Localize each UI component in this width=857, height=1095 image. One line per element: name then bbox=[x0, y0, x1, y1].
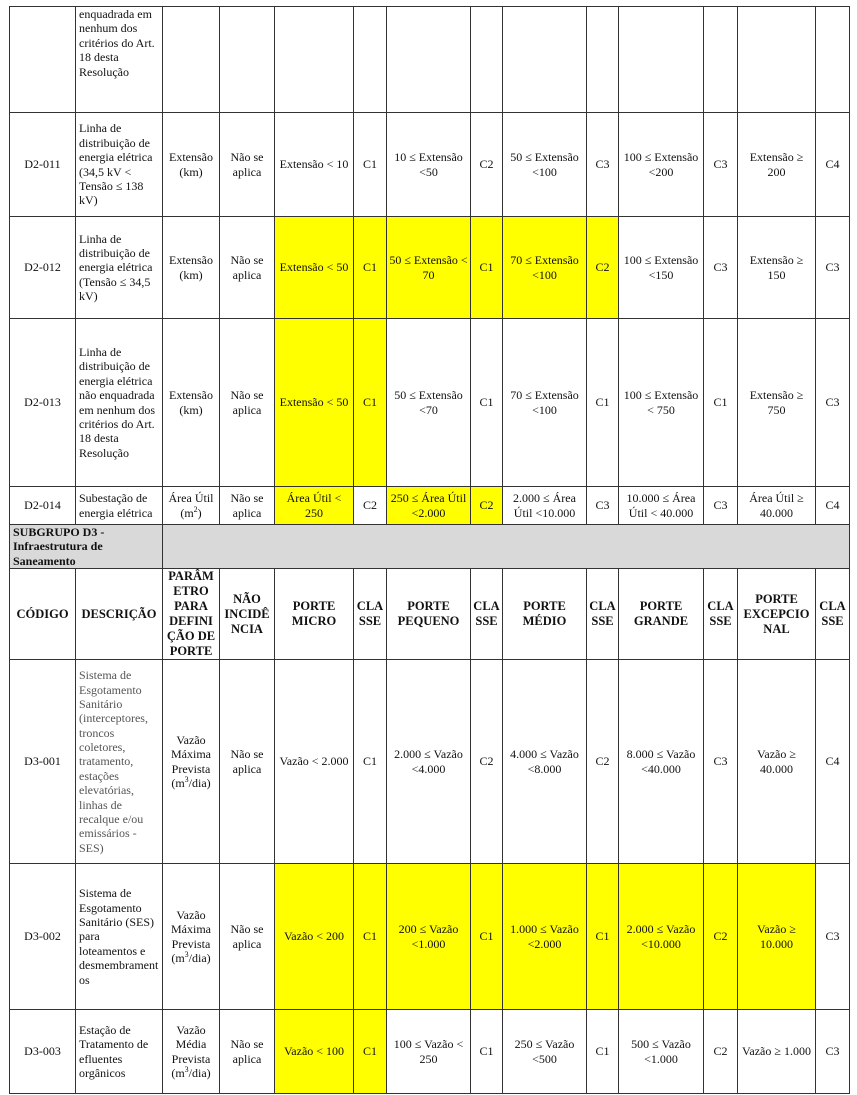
large-cell: 500 ≤ Vazão <1.000 bbox=[619, 1010, 704, 1094]
unit-superscript: 2 bbox=[193, 504, 198, 514]
unit-superscript: 3 bbox=[184, 1065, 189, 1075]
class-cell: C2 bbox=[354, 487, 387, 525]
header-class: CLASSE bbox=[704, 569, 738, 660]
class-cell bbox=[354, 7, 387, 113]
large-cell: 8.000 ≤ Vazão <40.000 bbox=[619, 660, 704, 864]
table-row bbox=[10, 660, 850, 864]
class-cell: C4 bbox=[816, 113, 850, 217]
small-cell: 2.000 ≤ Vazão <4.000 bbox=[387, 660, 471, 864]
description-cell: Linha de distribuição de energia elétrica não enquadrada em nenhum dos critérios do Art. 18 desta Resolução bbox=[76, 319, 163, 487]
subgroup-row bbox=[10, 525, 850, 569]
class-cell: C3 bbox=[587, 487, 619, 525]
class-cell: C1 bbox=[354, 113, 387, 217]
code-cell: D2-013 bbox=[10, 319, 76, 487]
header-exceptional: PORTE EXCEPCIONAL bbox=[738, 569, 816, 660]
header-micro: PORTE MICRO bbox=[275, 569, 354, 660]
class-cell: C1 bbox=[471, 864, 503, 1010]
class-cell: C3 bbox=[704, 487, 738, 525]
parameter-cell bbox=[163, 7, 220, 113]
description-cell: Subestação de energia elétrica bbox=[76, 487, 163, 525]
exceptional-cell bbox=[738, 7, 816, 113]
class-cell: C3 bbox=[816, 1010, 850, 1094]
medium-cell: 250 ≤ Vazão <500 bbox=[503, 1010, 587, 1094]
table-row bbox=[10, 217, 850, 319]
non-incidence-cell: Não se aplica bbox=[220, 487, 275, 525]
class-cell: C2 bbox=[587, 660, 619, 864]
class-cell: C2 bbox=[704, 864, 738, 1010]
class-cell: C1 bbox=[587, 864, 619, 1010]
code-cell: D2-014 bbox=[10, 487, 76, 525]
parameter-cell bbox=[163, 1010, 220, 1094]
class-cell bbox=[704, 7, 738, 113]
parameter-text: Vazão Média Prevista (m bbox=[171, 1022, 211, 1081]
large-cell: 10.000 ≤ Área Útil < 40.000 bbox=[619, 487, 704, 525]
parameter-cell: Extensão (km) bbox=[163, 319, 220, 487]
class-cell bbox=[816, 7, 850, 113]
class-cell: C1 bbox=[354, 217, 387, 319]
class-cell: C1 bbox=[354, 1010, 387, 1094]
code-cell: D3-003 bbox=[10, 1010, 76, 1094]
class-cell: C2 bbox=[471, 113, 503, 217]
class-cell: C1 bbox=[471, 217, 503, 319]
small-cell: 10 ≤ Extensão <50 bbox=[387, 113, 471, 217]
exceptional-cell: Extensão ≥ 200 bbox=[738, 113, 816, 217]
parameter-cell: Extensão (km) bbox=[163, 113, 220, 217]
header-small: PORTE PEQUENO bbox=[387, 569, 471, 660]
small-cell: 250 ≤ Área Útil <2.000 bbox=[387, 487, 471, 525]
micro-cell: Vazão < 100 bbox=[275, 1010, 354, 1094]
large-cell: 100 ≤ Extensão <200 bbox=[619, 113, 704, 217]
class-cell: C1 bbox=[354, 864, 387, 1010]
medium-cell: 50 ≤ Extensão <100 bbox=[503, 113, 587, 217]
non-incidence-cell: Não se aplica bbox=[220, 660, 275, 864]
class-cell bbox=[471, 7, 503, 113]
header-code: CÓDIGO bbox=[10, 569, 76, 660]
exceptional-cell: Vazão ≥ 40.000 bbox=[738, 660, 816, 864]
header-class: CLASSE bbox=[471, 569, 503, 660]
header-class: CLASSE bbox=[354, 569, 387, 660]
subgroup-fill bbox=[163, 525, 850, 569]
medium-cell bbox=[503, 7, 587, 113]
table-row bbox=[10, 1010, 850, 1094]
code-cell bbox=[10, 7, 76, 113]
header-large: PORTE GRANDE bbox=[619, 569, 704, 660]
header-medium: PORTE MÉDIO bbox=[503, 569, 587, 660]
micro-cell: Extensão < 50 bbox=[275, 319, 354, 487]
code-cell: D3-001 bbox=[10, 660, 76, 864]
micro-cell: Extensão < 50 bbox=[275, 217, 354, 319]
class-cell: C3 bbox=[816, 319, 850, 487]
class-cell: C3 bbox=[816, 217, 850, 319]
header-class: CLASSE bbox=[816, 569, 850, 660]
class-cell: C1 bbox=[471, 319, 503, 487]
description-cell: Estação de Tratamento de efluentes orgânicos bbox=[76, 1010, 163, 1094]
parameter-cell bbox=[163, 487, 220, 525]
class-cell: C3 bbox=[704, 113, 738, 217]
class-cell: C1 bbox=[587, 1010, 619, 1094]
micro-cell: Área Útil < 250 bbox=[275, 487, 354, 525]
code-cell: D2-012 bbox=[10, 217, 76, 319]
table-row bbox=[10, 487, 850, 525]
small-cell: 50 ≤ Extensão < 70 bbox=[387, 217, 471, 319]
large-cell: 100 ≤ Extensão <150 bbox=[619, 217, 704, 319]
large-cell: 100 ≤ Extensão < 750 bbox=[619, 319, 704, 487]
medium-cell: 4.000 ≤ Vazão <8.000 bbox=[503, 660, 587, 864]
class-cell: C1 bbox=[471, 1010, 503, 1094]
parameter-cell bbox=[163, 660, 220, 864]
parameter-cell: Extensão (km) bbox=[163, 217, 220, 319]
non-incidence-cell: Não se aplica bbox=[220, 864, 275, 1010]
exceptional-cell: Vazão ≥ 10.000 bbox=[738, 864, 816, 1010]
medium-cell: 70 ≤ Extensão <100 bbox=[503, 217, 587, 319]
class-cell: C2 bbox=[704, 1010, 738, 1094]
exceptional-cell: Extensão ≥ 750 bbox=[738, 319, 816, 487]
class-cell: C2 bbox=[471, 660, 503, 864]
code-cell: D3-002 bbox=[10, 864, 76, 1010]
micro-cell bbox=[275, 7, 354, 113]
classification-table bbox=[9, 6, 850, 1094]
non-incidence-cell: Não se aplica bbox=[220, 319, 275, 487]
header-description: DESCRIÇÃO bbox=[76, 569, 163, 660]
header-row bbox=[10, 569, 850, 660]
header-class: CLASSE bbox=[587, 569, 619, 660]
description-cell: Linha de distribuição de energia elétrica (34,5 kV < Tensão ≤ 138 kV) bbox=[76, 113, 163, 217]
description-cell: Sistema de Esgotamento Sanitário (SES) para loteamentos e desmembramentos bbox=[76, 864, 163, 1010]
class-cell bbox=[587, 7, 619, 113]
parameter-text-tail: /dia) bbox=[188, 776, 211, 791]
description-cell: Linha de distribuição de energia elétrica (Tensão ≤ 34,5 kV) bbox=[76, 217, 163, 319]
class-cell: C4 bbox=[816, 660, 850, 864]
non-incidence-cell bbox=[220, 7, 275, 113]
unit-superscript: 3 bbox=[184, 950, 189, 960]
description-cell: Sistema de Esgotamento Sanitário (interceptores, troncos coletores, tratamento, estações elevatórias, linhas de recalque e/ou emissários - SES) bbox=[76, 660, 163, 864]
table-row bbox=[10, 7, 850, 113]
table-row bbox=[10, 319, 850, 487]
table-row bbox=[10, 113, 850, 217]
large-cell bbox=[619, 7, 704, 113]
parameter-text: Vazão Máxima Prevista (m bbox=[171, 732, 211, 791]
exceptional-cell: Área Útil ≥ 40.000 bbox=[738, 487, 816, 525]
subgroup-title: SUBGRUPO D3 - Infraestrutura de Saneamento bbox=[10, 525, 163, 569]
large-cell: 2.000 ≤ Vazão <10.000 bbox=[619, 864, 704, 1010]
parameter-text: Vazão Máxima Prevista (m bbox=[171, 907, 211, 966]
exceptional-cell: Extensão ≥ 150 bbox=[738, 217, 816, 319]
medium-cell: 1.000 ≤ Vazão <2.000 bbox=[503, 864, 587, 1010]
table-row bbox=[10, 864, 850, 1010]
parameter-cell bbox=[163, 864, 220, 1010]
parameter-text-tail: /dia) bbox=[188, 1066, 211, 1081]
small-cell: 50 ≤ Extensão <70 bbox=[387, 319, 471, 487]
medium-cell: 2.000 ≤ Área Útil <10.000 bbox=[503, 487, 587, 525]
class-cell: C1 bbox=[354, 660, 387, 864]
micro-cell: Vazão < 2.000 bbox=[275, 660, 354, 864]
parameter-text: Área Útil (m bbox=[168, 491, 214, 520]
parameter-text-tail: /dia) bbox=[188, 951, 211, 966]
class-cell: C2 bbox=[471, 487, 503, 525]
small-cell: 100 ≤ Vazão < 250 bbox=[387, 1010, 471, 1094]
code-cell: D2-011 bbox=[10, 113, 76, 217]
non-incidence-cell: Não se aplica bbox=[220, 217, 275, 319]
non-incidence-cell: Não se aplica bbox=[220, 1010, 275, 1094]
class-cell: C3 bbox=[587, 113, 619, 217]
header-parameter: PARÂMETRO PARA DEFINIÇÃO DE PORTE bbox=[163, 569, 220, 660]
header-non-incidence: NÃO INCIDÊNCIA bbox=[220, 569, 275, 660]
medium-cell: 70 ≤ Extensão <100 bbox=[503, 319, 587, 487]
class-cell: C3 bbox=[704, 660, 738, 864]
class-cell: C2 bbox=[587, 217, 619, 319]
class-cell: C1 bbox=[354, 319, 387, 487]
unit-superscript: 3 bbox=[184, 775, 189, 785]
micro-cell: Extensão < 10 bbox=[275, 113, 354, 217]
class-cell: C1 bbox=[587, 319, 619, 487]
small-cell bbox=[387, 7, 471, 113]
class-cell: C1 bbox=[704, 319, 738, 487]
non-incidence-cell: Não se aplica bbox=[220, 113, 275, 217]
class-cell: C3 bbox=[704, 217, 738, 319]
exceptional-cell: Vazão ≥ 1.000 bbox=[738, 1010, 816, 1094]
small-cell: 200 ≤ Vazão <1.000 bbox=[387, 864, 471, 1010]
description-cell: enquadrada em nenhum dos critérios do Art. 18 desta Resolução bbox=[76, 7, 163, 113]
class-cell: C4 bbox=[816, 487, 850, 525]
class-cell: C3 bbox=[816, 864, 850, 1010]
micro-cell: Vazão < 200 bbox=[275, 864, 354, 1010]
parameter-text-tail: ) bbox=[197, 505, 202, 520]
